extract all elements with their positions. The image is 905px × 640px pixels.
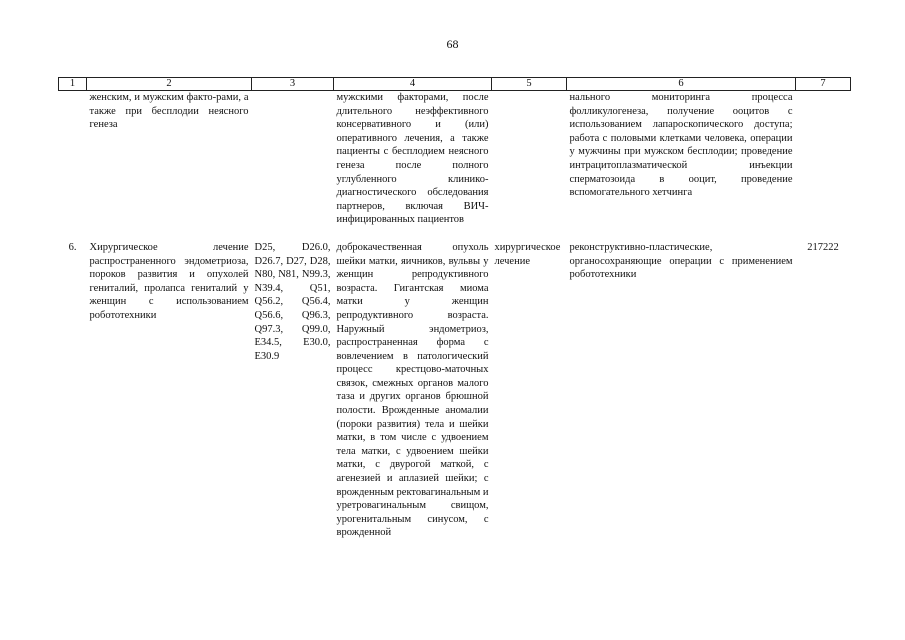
icd-codes <box>252 91 334 227</box>
header-col-7: 7 <box>796 78 851 91</box>
header-col-3: 3 <box>252 78 334 91</box>
header-col-4: 4 <box>334 78 492 91</box>
row-number: 6. <box>68 241 77 253</box>
row-number <box>59 91 87 227</box>
treatment-method: реконструктивно-пластические, органосохраняющие операции с применением робототехники <box>569 241 793 281</box>
header-col-2: 2 <box>87 78 252 91</box>
patient-model: мужскими факторами, после длительного неэффективного консервативного и (или) оперативного лечения, а также пациенты с бесплодием неясного генеза после полного углубленного клинико-диагностического обследования партнеров, включая ВИЧ-инфицированных пациентов <box>336 92 489 226</box>
treatment-type <box>492 91 567 227</box>
table-row <box>59 227 851 540</box>
care-name: женским, и мужским факто-рами, а также при бесплодии неясного генеза <box>89 92 249 131</box>
cost-value <box>796 91 851 227</box>
treatment-type: хирургическое лечение <box>494 241 561 267</box>
patient-model: доброкачественная опухоль шейки матки, яичников, вульвы у женщин репродуктивного возраста. Гигантская миома матки у женщин репродуктивного возраста. Наружный эндометриоз, распространенная форма с вовлечением в патологический процесс крестцово-маточных связок, смежных органов малого таза и других органов брюшной полости. Врожденные аномалии (пороки развития) тела и шейки матки, в том числе с удвоением тела матки, с удвоением шейки матки, с двурогой маткой, с агенезией и аплазией шейки; с врожденным ректовагинальным и уретровагинальным свищом, урогенитальным синусом, с врожденной <box>336 241 489 539</box>
cost-value: 217222 <box>807 241 839 253</box>
treatment-method: нального мониторинга процесса фолликулогенеза, получение ооцитов с использованием лапароскопического доступа; работа с половыми клетками человека, операции у мужчины при мужском бесплодии; проведение интрацитоплазматической инъекции сперматозоида в ооцит, проведение вспомогательного хетчинга <box>569 92 793 199</box>
table-row <box>59 91 851 227</box>
header-col-6: 6 <box>567 78 796 91</box>
page-number: 68 <box>446 37 459 51</box>
icd-codes: D25, D26.0, D26.7, D27, D28, N80, N81, N99.3, N39.4, Q51, Q56.2, Q56.4, Q56.6, Q96.3, Q97.3, Q99.0, E34.5, E30.0, E30.9 <box>254 241 331 362</box>
header-col-5: 5 <box>492 78 567 91</box>
header-col-1: 1 <box>59 78 87 91</box>
header-row <box>59 78 851 91</box>
medical-care-table <box>58 77 851 540</box>
care-name: Хирургическое лечение распространенного эндометриоза, пороков развития и опухолей гениталий, пролапса гениталий у женщин с использованием робототехники <box>89 241 249 321</box>
